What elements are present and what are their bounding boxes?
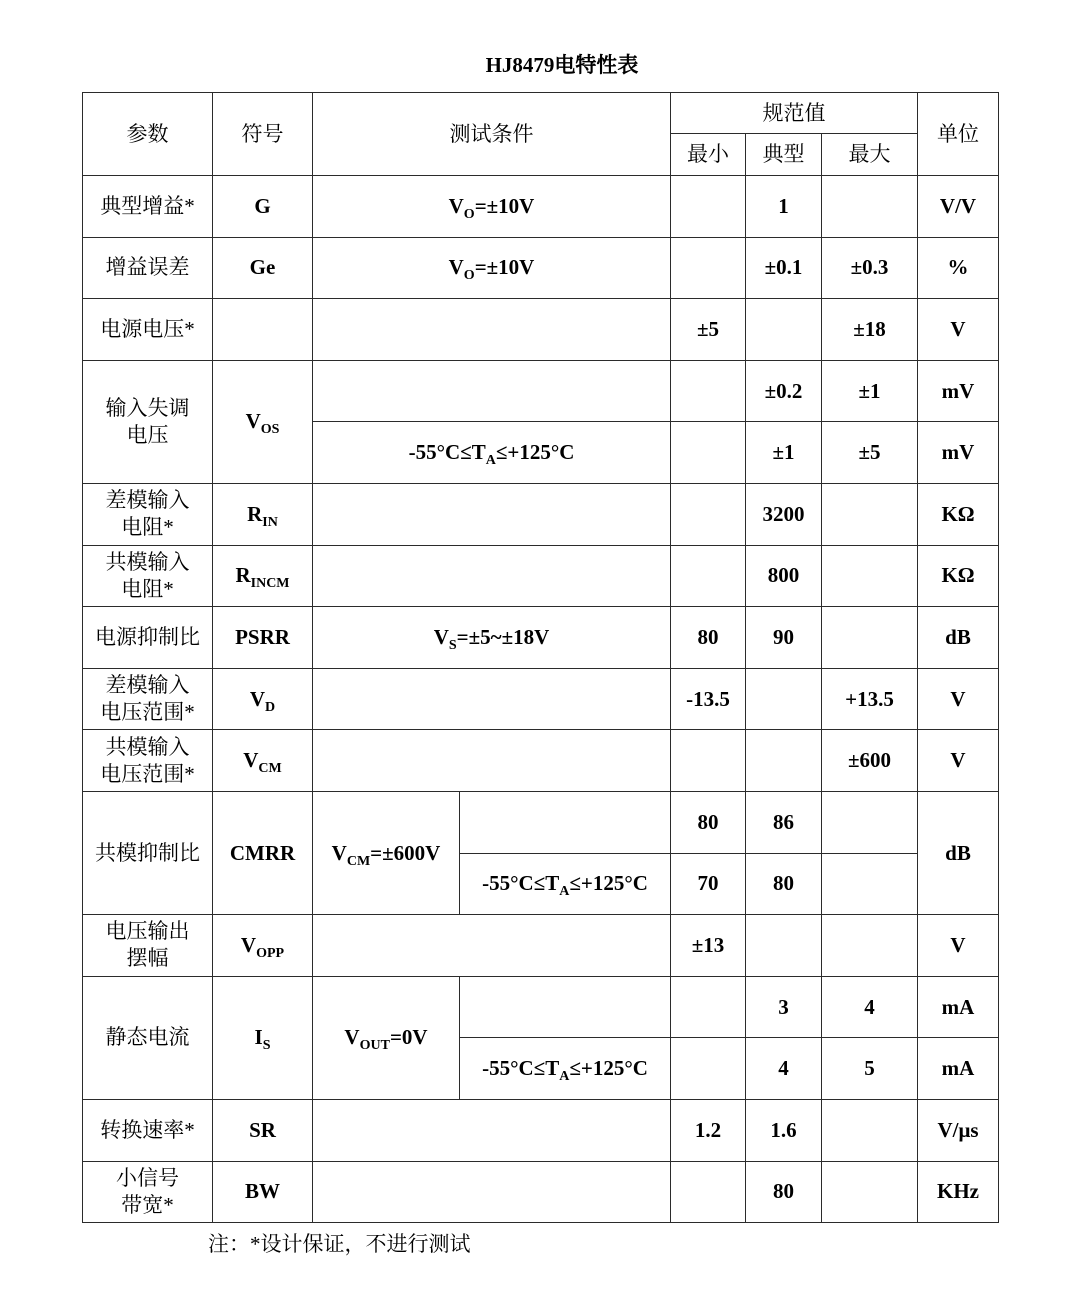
table-row-common-mode-input-voltage-range (83, 730, 999, 792)
symbol-subscript: D (265, 699, 276, 715)
table-row-slew-rate (83, 1099, 999, 1161)
header-condition: 测试条件 (313, 93, 671, 176)
max-cell (822, 915, 918, 977)
symbol-base: R (247, 501, 263, 526)
footnote: 注：*设计保证，不进行测试 (208, 1232, 471, 1256)
param-cell: 共模输入 电阻* (83, 545, 213, 607)
unit-cell: mA (918, 976, 999, 1038)
max-cell: ±5 (822, 422, 918, 484)
min-cell (671, 483, 746, 545)
condition-cell (313, 483, 671, 545)
typ-cell: 3 (746, 976, 822, 1038)
param-cell: 电压输出 摆幅 (83, 915, 213, 977)
min-cell: 70 (671, 853, 746, 915)
param-cell: 转换速率* (83, 1099, 213, 1161)
symbol-subscript: OS (260, 422, 280, 438)
table-row-differential-input-voltage-range (83, 668, 999, 730)
condition-rest: =0V (389, 1025, 428, 1050)
table-row-small-signal-bandwidth (83, 1161, 999, 1223)
unit-cell: % (918, 237, 999, 299)
param-cell: 电源电压* (83, 299, 213, 361)
condition-base: V (331, 840, 347, 865)
unit-cell: mV (918, 360, 999, 422)
symbol-base: R (235, 563, 251, 588)
condition-base: V (448, 255, 464, 280)
condition-cell (313, 176, 671, 238)
symbol-base: V (245, 409, 261, 434)
unit-cell: V/μs (918, 1099, 999, 1161)
symbol-cell (213, 1099, 313, 1161)
symbol-base: G (254, 193, 271, 218)
symbol-base: PSRR (235, 624, 290, 649)
max-cell (822, 176, 918, 238)
param-cell: 共模输入 电压范围* (83, 730, 213, 792)
symbol-subscript: OPP (256, 945, 285, 961)
unit-cell: mV (918, 422, 999, 484)
typ-cell: 1.6 (746, 1099, 822, 1161)
table-row-gain-error (83, 237, 999, 299)
unit-cell: V (918, 668, 999, 730)
table-row-quiescent-current (83, 976, 999, 1038)
unit-cell: dB (918, 791, 999, 914)
condition-cell (313, 1161, 671, 1223)
condition-base: V (344, 1025, 360, 1050)
typ-cell: 800 (746, 545, 822, 607)
condition-cell (313, 607, 671, 669)
max-cell: +13.5 (822, 668, 918, 730)
unit-cell: V (918, 299, 999, 361)
typ-cell: 3200 (746, 483, 822, 545)
symbol-base: BW (244, 1179, 280, 1204)
condition-cell (313, 360, 671, 422)
max-cell (822, 853, 918, 915)
param-cell: 典型增益* (83, 176, 213, 238)
min-cell (671, 1161, 746, 1223)
min-cell: ±5 (671, 299, 746, 361)
symbol-cell (213, 976, 313, 1099)
header-param: 参数 (83, 93, 213, 176)
symbol-cell (213, 915, 313, 977)
param-cell: 共模抑制比 (83, 791, 213, 914)
table-row-supply-voltage (83, 299, 999, 361)
typ-cell: ±1 (746, 422, 822, 484)
symbol-cell (213, 545, 313, 607)
condition-rest: ≤+125°C (569, 1056, 648, 1081)
condition-rest: =±10V (474, 193, 535, 218)
typ-cell: 90 (746, 607, 822, 669)
symbol-cell (213, 1161, 313, 1223)
condition-cell (313, 237, 671, 299)
max-cell (822, 545, 918, 607)
max-cell (822, 483, 918, 545)
max-cell: 5 (822, 1038, 918, 1100)
min-cell: ±13 (671, 915, 746, 977)
max-cell: ±1 (822, 360, 918, 422)
condition-cell (313, 791, 460, 914)
min-cell: 80 (671, 791, 746, 853)
condition-cell (313, 976, 460, 1099)
unit-cell: KΩ (918, 483, 999, 545)
unit-cell: mA (918, 1038, 999, 1100)
condition-subscript: S (448, 637, 457, 653)
header-unit: 单位 (918, 93, 999, 176)
condition-rest: ≤+125°C (569, 871, 648, 896)
symbol-cell (213, 607, 313, 669)
min-cell (671, 237, 746, 299)
param-cell: 小信号 带宽* (83, 1161, 213, 1223)
unit-cell: KHz (918, 1161, 999, 1223)
condition-subscript: A (559, 1069, 570, 1085)
condition-rest: =±10V (474, 255, 535, 280)
typ-cell (746, 299, 822, 361)
symbol-cell (213, 176, 313, 238)
param-cell: 差模输入 电压范围* (83, 668, 213, 730)
symbol-subscript: S (262, 1038, 271, 1054)
condition-cell (313, 545, 671, 607)
symbol-cell (213, 483, 313, 545)
table-row-psrr (83, 607, 999, 669)
symbol-base: V (240, 932, 257, 957)
condition-rest: ≤+125°C (495, 440, 575, 465)
condition-cell (313, 1099, 671, 1161)
param-cell: 输入失调 电压 (83, 360, 213, 483)
symbol-subscript: CM (258, 761, 282, 777)
unit-cell: V (918, 730, 999, 792)
symbol-base: Ge (249, 255, 276, 280)
symbol-cell (213, 791, 313, 914)
max-cell: 4 (822, 976, 918, 1038)
condition-subscript: OUT (359, 1038, 390, 1054)
table-title: HJ8479电特性表 (485, 53, 639, 77)
max-cell: ±18 (822, 299, 918, 361)
electrical-characteristics-table (82, 92, 999, 1223)
condition-rest: =±600V (370, 840, 441, 865)
condition-cell (313, 730, 671, 792)
typ-cell: 1 (746, 176, 822, 238)
unit-cell: KΩ (918, 545, 999, 607)
symbol-cell (213, 668, 313, 730)
condition-subscript: A (559, 884, 570, 900)
typ-cell: 86 (746, 791, 822, 853)
condition-subscript: O (463, 206, 475, 222)
condition-cell (313, 915, 671, 977)
unit-cell: V/V (918, 176, 999, 238)
table-row-typical-gain (83, 176, 999, 238)
condition-subscript: A (485, 453, 496, 469)
min-cell (671, 422, 746, 484)
sub-condition-cell (460, 976, 671, 1038)
sub-condition-cell (460, 853, 671, 915)
min-cell (671, 360, 746, 422)
condition-cell (313, 299, 671, 361)
condition-base: -55°C≤T (482, 1056, 560, 1081)
param-cell: 增益误差 (83, 237, 213, 299)
header-spec: 规范值 (671, 93, 918, 134)
max-cell (822, 1161, 918, 1223)
min-cell (671, 176, 746, 238)
symbol-base: SR (249, 1117, 276, 1142)
max-cell (822, 1099, 918, 1161)
condition-cell (313, 668, 671, 730)
min-cell: 80 (671, 607, 746, 669)
condition-subscript: O (463, 268, 475, 284)
symbol-subscript: INCM (250, 576, 290, 592)
typ-cell: 4 (746, 1038, 822, 1100)
min-cell (671, 545, 746, 607)
condition-base: -55°C≤T (408, 440, 486, 465)
symbol-cell (213, 237, 313, 299)
typ-cell: ±0.1 (746, 237, 822, 299)
condition-base: V (433, 624, 449, 649)
min-cell: 1.2 (671, 1099, 746, 1161)
sub-condition-cell (460, 1038, 671, 1100)
condition-cell (313, 422, 671, 484)
condition-base: V (448, 193, 464, 218)
symbol-cell (213, 730, 313, 792)
min-cell (671, 730, 746, 792)
max-cell: ±600 (822, 730, 918, 792)
header-symbol: 符号 (213, 93, 313, 176)
condition-rest: =±5~±18V (456, 624, 550, 649)
table-row-output-voltage-swing (83, 915, 999, 977)
unit-cell: dB (918, 607, 999, 669)
max-cell: ±0.3 (822, 237, 918, 299)
condition-subscript: CM (346, 853, 371, 869)
max-cell (822, 607, 918, 669)
typ-cell (746, 730, 822, 792)
symbol-base: V (249, 686, 266, 711)
typ-cell: ±0.2 (746, 360, 822, 422)
header-typ: 典型 (746, 134, 822, 176)
min-cell (671, 1038, 746, 1100)
unit-cell: V (918, 915, 999, 977)
symbol-base: V (243, 748, 259, 773)
symbol-cell (213, 299, 313, 361)
param-cell: 差模输入 电阻* (83, 483, 213, 545)
typ-cell: 80 (746, 853, 822, 915)
typ-cell: 80 (746, 1161, 822, 1223)
condition-base: -55°C≤T (482, 871, 560, 896)
param-cell: 静态电流 (83, 976, 213, 1099)
symbol-base: CMRR (229, 840, 296, 865)
table-row-cmrr (83, 791, 999, 853)
table-row-common-mode-input-resistance (83, 545, 999, 607)
symbol-base: I (254, 1025, 263, 1050)
min-cell (671, 976, 746, 1038)
typ-cell (746, 668, 822, 730)
table-row-differential-input-resistance (83, 483, 999, 545)
header-max: 最大 (822, 134, 918, 176)
typ-cell (746, 915, 822, 977)
symbol-cell (213, 360, 313, 483)
header-row-top (83, 93, 999, 134)
header-min: 最小 (671, 134, 746, 176)
min-cell: -13.5 (671, 668, 746, 730)
symbol-subscript: IN (262, 514, 278, 530)
max-cell (822, 791, 918, 853)
sub-condition-cell (460, 791, 671, 853)
param-cell: 电源抑制比 (83, 607, 213, 669)
table-row-input-offset-voltage (83, 360, 999, 422)
